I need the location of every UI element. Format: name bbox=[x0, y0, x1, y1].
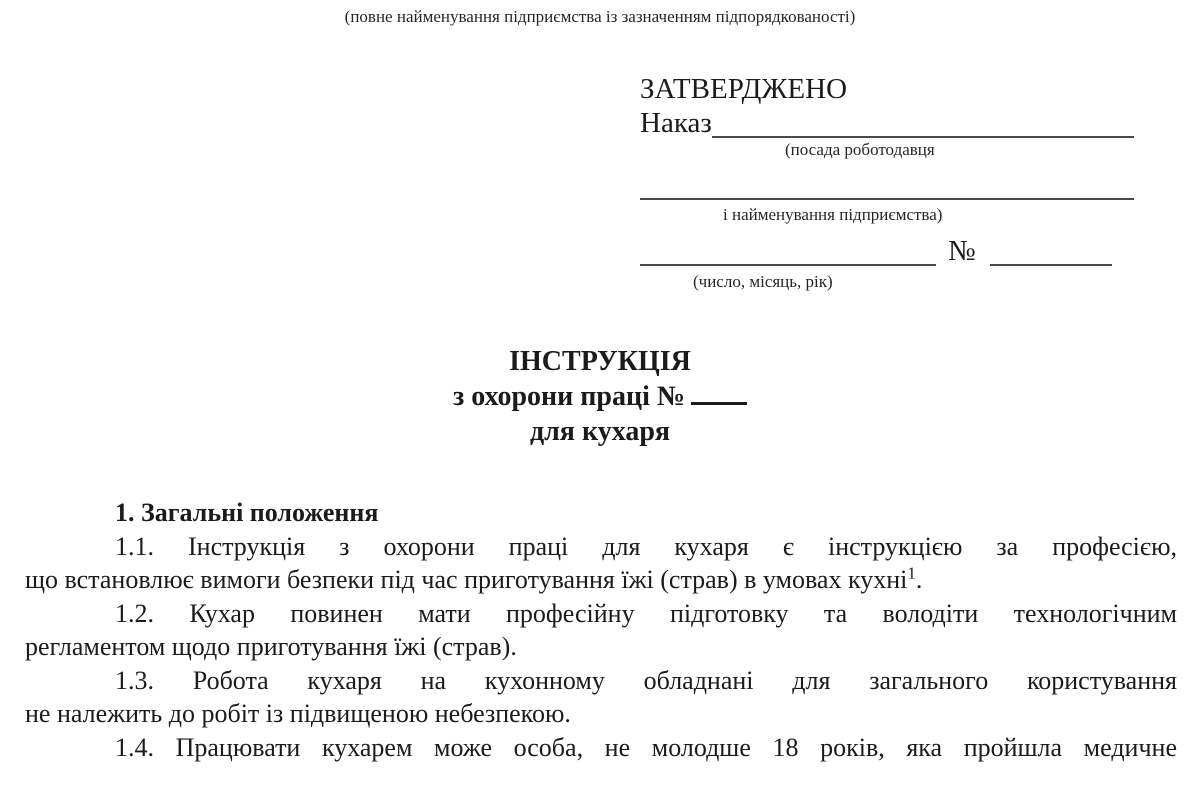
order-label: Наказ bbox=[640, 107, 712, 139]
number-sign: № bbox=[948, 235, 976, 267]
instruction-number-blank-line bbox=[691, 382, 747, 405]
paragraph-1-3-line-1: 1.3. Робота кухаря на кухонному обладнані для загального користування bbox=[115, 665, 1177, 695]
order-number-row bbox=[640, 225, 1134, 266]
document-body bbox=[25, 496, 1177, 764]
paragraph-1-1-line-2-text: що встановлює вимоги безпеки під час приготування їжі (страв) в умовах кухні bbox=[25, 565, 908, 594]
footnote-ref: 1 bbox=[907, 563, 916, 583]
paragraph-1-1-line-2 bbox=[25, 563, 1177, 597]
order-blank-line bbox=[712, 136, 1134, 138]
paragraph-1-4-line-1: 1.4. Працювати кухарем може особа, не молодше 18 років, яка пройшла медичне bbox=[115, 732, 1177, 762]
section-1-heading: 1. Загальні положення bbox=[115, 498, 379, 527]
company-caption: і найменування підприємства) bbox=[723, 205, 943, 224]
company-name-caption: (повне найменування підприємства із зазначенням підпорядкованості) bbox=[344, 7, 856, 26]
instruction-subtitle bbox=[0, 379, 1200, 414]
paragraph-1-3-line-2: не належить до робіт із підвищеною небезпекою. bbox=[25, 699, 571, 728]
approval-block bbox=[640, 72, 1134, 292]
employer-position-caption: (посада роботодавця bbox=[785, 140, 935, 159]
date-blank-line bbox=[640, 264, 936, 266]
instruction-title: ІНСТРУКЦІЯ bbox=[509, 346, 691, 377]
paragraph-1-2-line-2: регламентом щодо приготування їжі (страв). bbox=[25, 632, 517, 661]
approved-heading: ЗАТВЕРДЖЕНО bbox=[640, 73, 848, 105]
paragraph-1-2-line-1: 1.2. Кухар повинен мати професійну підготовку та володіти технологічним bbox=[115, 598, 1177, 628]
instruction-subtitle-text: з охорони праці № bbox=[452, 381, 686, 412]
number-blank-line bbox=[990, 264, 1112, 266]
company-blank-line bbox=[640, 198, 1134, 200]
date-caption: (число, місяць, рік) bbox=[693, 272, 833, 291]
instruction-title-block bbox=[0, 344, 1200, 449]
paragraph-1-1-line-2-tail: . bbox=[915, 565, 923, 594]
paragraph-1-1-line-1: 1.1. Інструкція з охорони праці для кухаря є інструкцією за професією, bbox=[115, 531, 1177, 561]
instruction-audience: для кухаря bbox=[529, 416, 671, 447]
order-row bbox=[640, 106, 1134, 138]
